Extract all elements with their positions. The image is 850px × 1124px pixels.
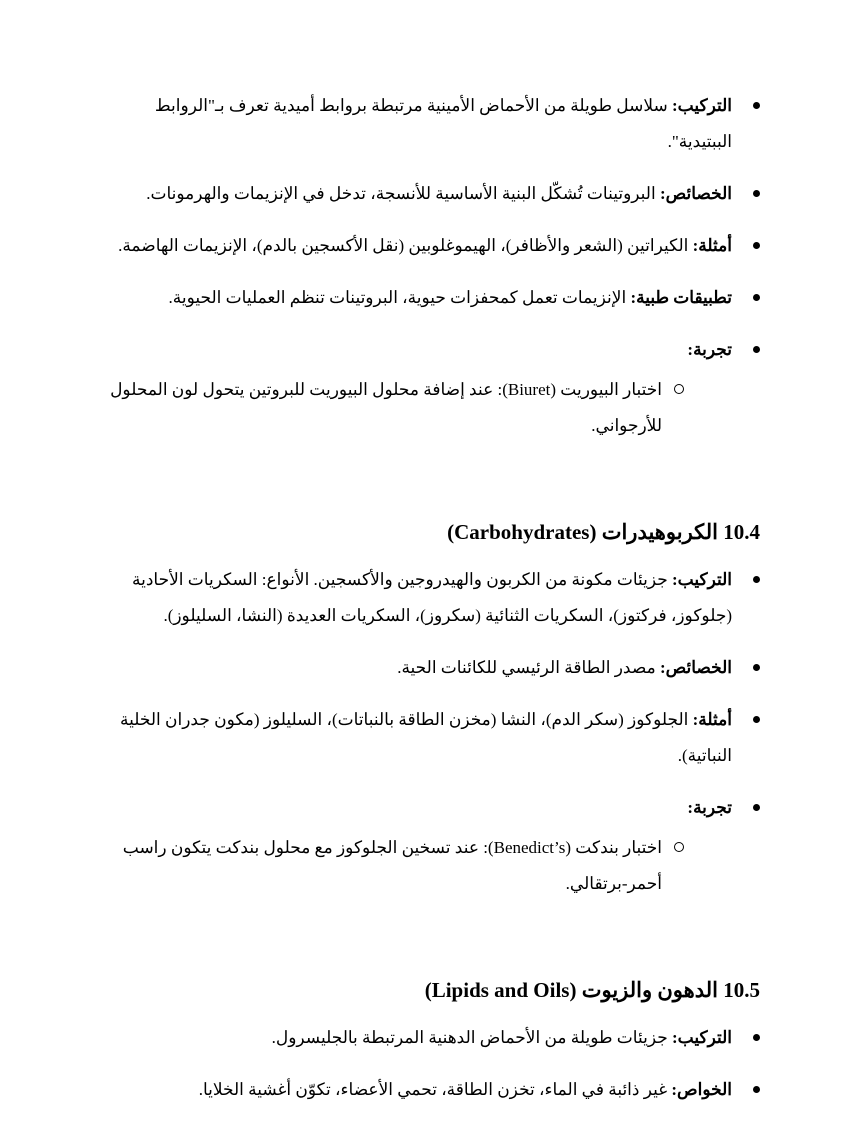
item-text: مصدر الطاقة الرئيسي للكائنات الحية. <box>397 658 660 677</box>
item-text: البروتينات تُشكّل البنية الأساسية للأنسجة، تدخل في الإنزيمات والهرمونات. <box>146 184 660 203</box>
bullet-icon <box>753 716 760 723</box>
list-item-medical <box>100 280 760 316</box>
item-label: الخصائص: <box>659 658 732 677</box>
bullet-icon <box>753 294 760 301</box>
experiment-sublist <box>100 830 732 902</box>
bullet-icon <box>753 576 760 583</box>
item-label: تجربة: <box>687 798 732 817</box>
section-title-lipids: 10.5 الدهون والزيوت (Lipids and Oils) <box>424 978 760 1002</box>
list-item-composition <box>100 562 760 634</box>
list-item-examples <box>100 702 760 774</box>
item-text: الإنزيمات تعمل كمحفزات حيوية، البروتينات تنظم العمليات الحيوية. <box>168 288 631 307</box>
list-item-composition <box>100 88 760 160</box>
item-label: أمثلة: <box>692 710 732 729</box>
lipids-list <box>100 1020 760 1108</box>
proteins-list <box>100 88 760 444</box>
experiment-sublist <box>100 372 732 444</box>
bullet-icon <box>753 1086 760 1093</box>
list-item-properties <box>100 1072 760 1108</box>
list-item-examples <box>100 228 760 264</box>
section-title-carbohydrates: 10.4 الكربوهيدرات (Carbohydrates) <box>447 520 760 544</box>
bullet-icon <box>753 1034 760 1041</box>
list-item-composition <box>100 1020 760 1056</box>
sub-item-text: اختبار بندكت (Benedict’s): عند تسخين الجلوكوز مع محلول بندكت يتكون راسب أحمر-برتقالي. <box>122 838 662 893</box>
item-text: جزيئات مكونة من الكربون والهيدروجين والأكسجين. الأنواع: السكريات الأحادية (جلوكوز، فركتوز)، السكريات الثنائية (سكروز)، السكريات العديدة (النشا، السليلوز). <box>132 570 732 625</box>
list-item-properties <box>100 176 760 212</box>
sub-list-item <box>100 830 698 902</box>
bullet-icon <box>753 804 760 811</box>
item-label: التركيب: <box>672 1028 732 1047</box>
sub-list-item <box>100 372 698 444</box>
item-text: الكيراتين (الشعر والأظافر)، الهيموغلوبين (نقل الأكسجين بالدم)، الإنزيمات الهاضمة. <box>118 236 693 255</box>
item-text: الجلوكوز (سكر الدم)، النشا (مخزن الطاقة بالنباتات)، السليلوز (مكون جدران الخلية النباتية). <box>120 710 732 765</box>
item-label: الخصائص: <box>659 184 732 203</box>
bullet-icon <box>753 242 760 249</box>
bullet-icon <box>753 664 760 671</box>
bullet-icon <box>753 346 760 353</box>
item-label: التركيب: <box>672 570 732 589</box>
item-text: جزيئات طويلة من الأحماض الدهنية المرتبطة بالجليسرول. <box>271 1028 672 1047</box>
sub-item-text: اختبار البيوريت (Biuret): عند إضافة محلول البيوريت للبروتين يتحول لون المحلول للأرجواني. <box>110 380 662 435</box>
item-label: الخواص: <box>671 1080 732 1099</box>
item-label: التركيب: <box>672 96 732 115</box>
item-label: تطبيقات طبية: <box>630 288 732 307</box>
carbohydrates-list <box>100 562 760 902</box>
item-text: سلاسل طويلة من الأحماض الأمينية مرتبطة بروابط أميدية تعرف بـ"الروابط الببتيدية". <box>154 96 732 151</box>
circle-bullet-icon <box>674 842 684 852</box>
circle-bullet-icon <box>674 384 684 394</box>
bullet-icon <box>753 190 760 197</box>
list-item-experiment <box>100 332 760 444</box>
bullet-icon <box>753 102 760 109</box>
document-content <box>100 88 760 1124</box>
item-label: تجربة: <box>687 340 732 359</box>
list-item-properties <box>100 650 760 686</box>
item-label: أمثلة: <box>692 236 732 255</box>
list-item-experiment <box>100 790 760 902</box>
item-text: غير ذائبة في الماء، تخزن الطاقة، تحمي الأعضاء، تكوّن أغشية الخلايا. <box>198 1080 672 1099</box>
